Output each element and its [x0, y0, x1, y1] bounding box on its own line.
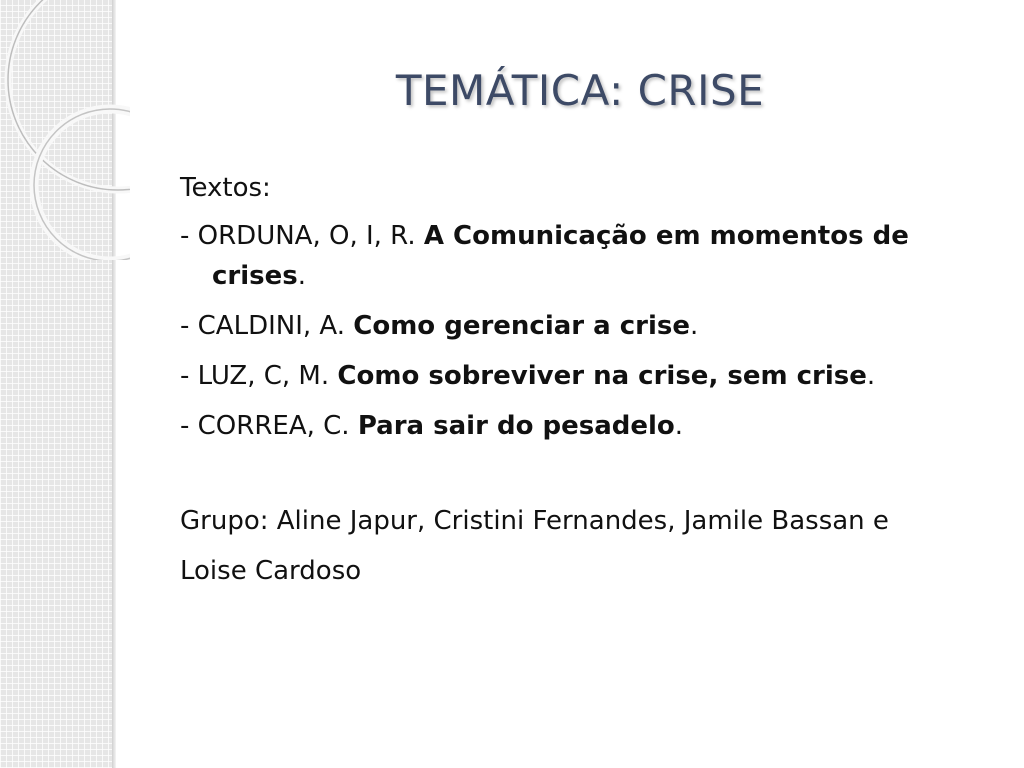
reference-item	[180, 306, 980, 346]
reference-item	[180, 356, 980, 396]
reference-author: - CORREA, C.	[180, 411, 358, 441]
texts-heading: Textos:	[180, 173, 271, 203]
group-members-line-1: Grupo: Aline Japur, Cristini Fernandes, Jamile Bassan e	[180, 506, 889, 536]
reference-author: - CALDINI, A.	[180, 311, 354, 341]
reference-title: Para sair do pesadelo	[357, 411, 675, 441]
reference-author: - LUZ, C, M.	[180, 361, 338, 391]
reference-title: A Comunicação em momentos de crises	[212, 221, 909, 291]
slide-content	[180, 168, 980, 596]
reference-suffix: .	[674, 411, 684, 441]
reference-author: - ORDUNA, O, I, R.	[180, 221, 424, 251]
slide-title: TEMÁTICA: CRISE	[395, 66, 765, 115]
spacer	[180, 456, 980, 496]
reference-suffix: .	[297, 261, 306, 291]
decorative-circles	[0, 0, 130, 260]
reference-item	[180, 216, 980, 296]
reference-title: Como sobreviver na crise, sem crise	[337, 361, 867, 391]
reference-suffix: .	[866, 361, 876, 391]
group-members-line-2: Loise Cardoso	[180, 556, 362, 586]
reference-title: Como gerenciar a crise	[353, 311, 691, 341]
reference-suffix: .	[690, 311, 699, 341]
reference-item	[180, 406, 980, 446]
